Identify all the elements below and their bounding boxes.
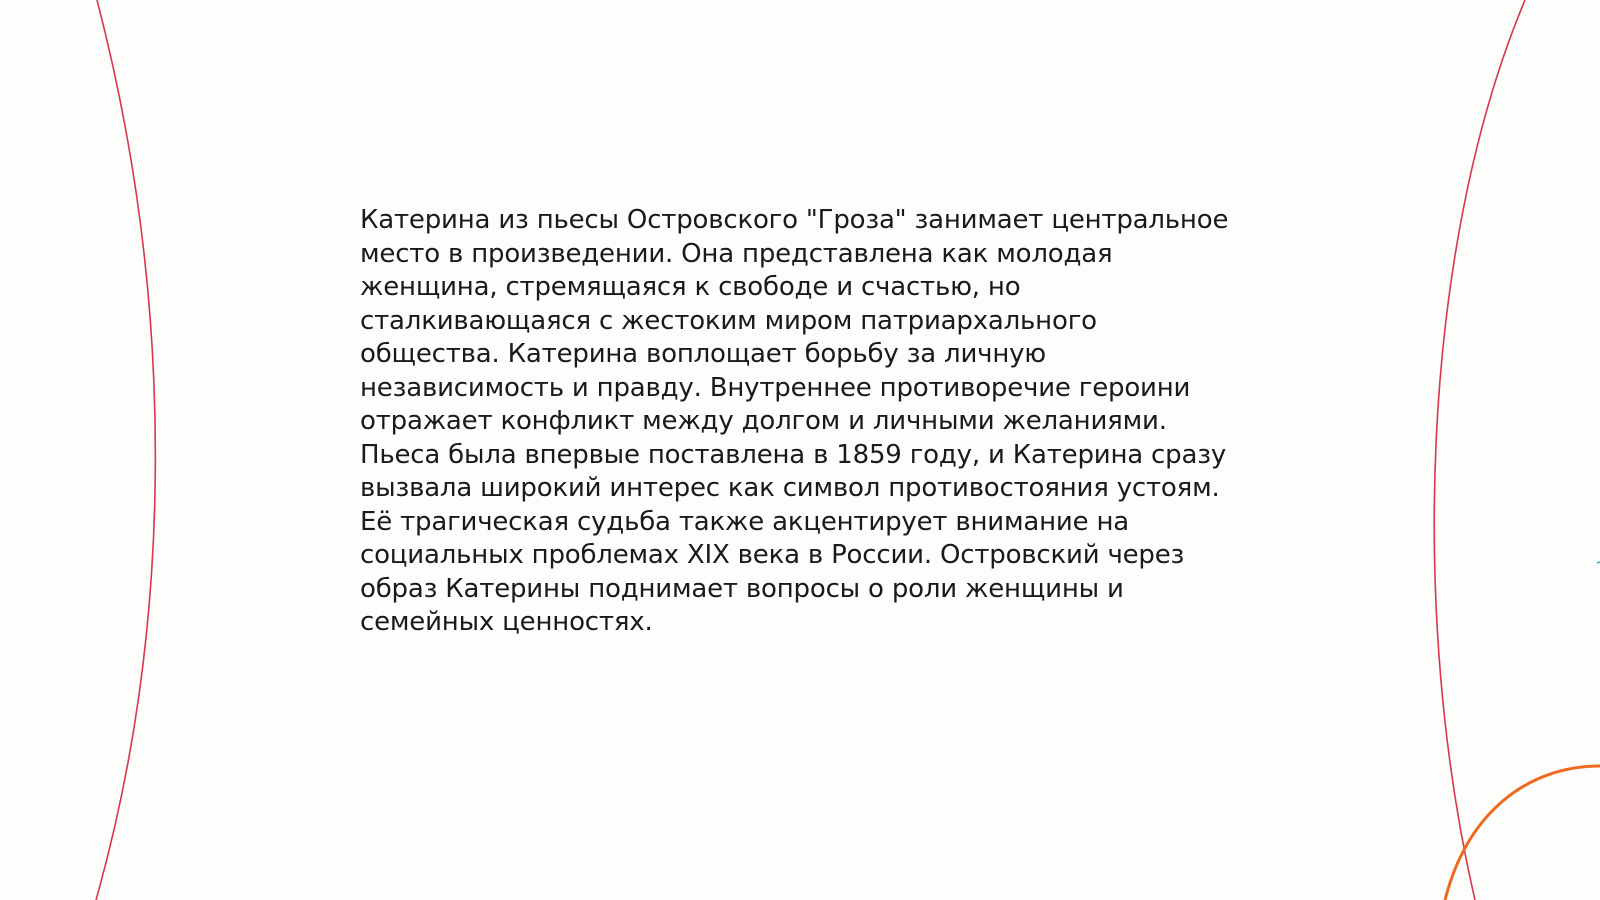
orange-arc [1445,766,1600,900]
right-curve-line [1434,0,1525,900]
slide-body-text: Катерина из пьесы Островского "Гроза" занимает центральное место в произведении. Она представлена как молодая женщина, стремящаяся к свободе и счастью, но сталкивающаяся с жестоким миром патриархального общества. Катерина воплощает борьбу за личную независимость и правду. Внутреннее противоречие героини отражает конфликт между долгом и личными желаниями. Пьеса была впервые поставлена в 1859 году, и Катерина сразу вызвала широкий интерес как символ противостояния устоям. Её трагическая судьба также акцентирует внимание на социальных проблемах XIX века в России. Островский через образ Катерины поднимает вопросы о роли женщины и семейных ценностях. [360,205,1229,637]
left-curve-line [96,0,155,900]
